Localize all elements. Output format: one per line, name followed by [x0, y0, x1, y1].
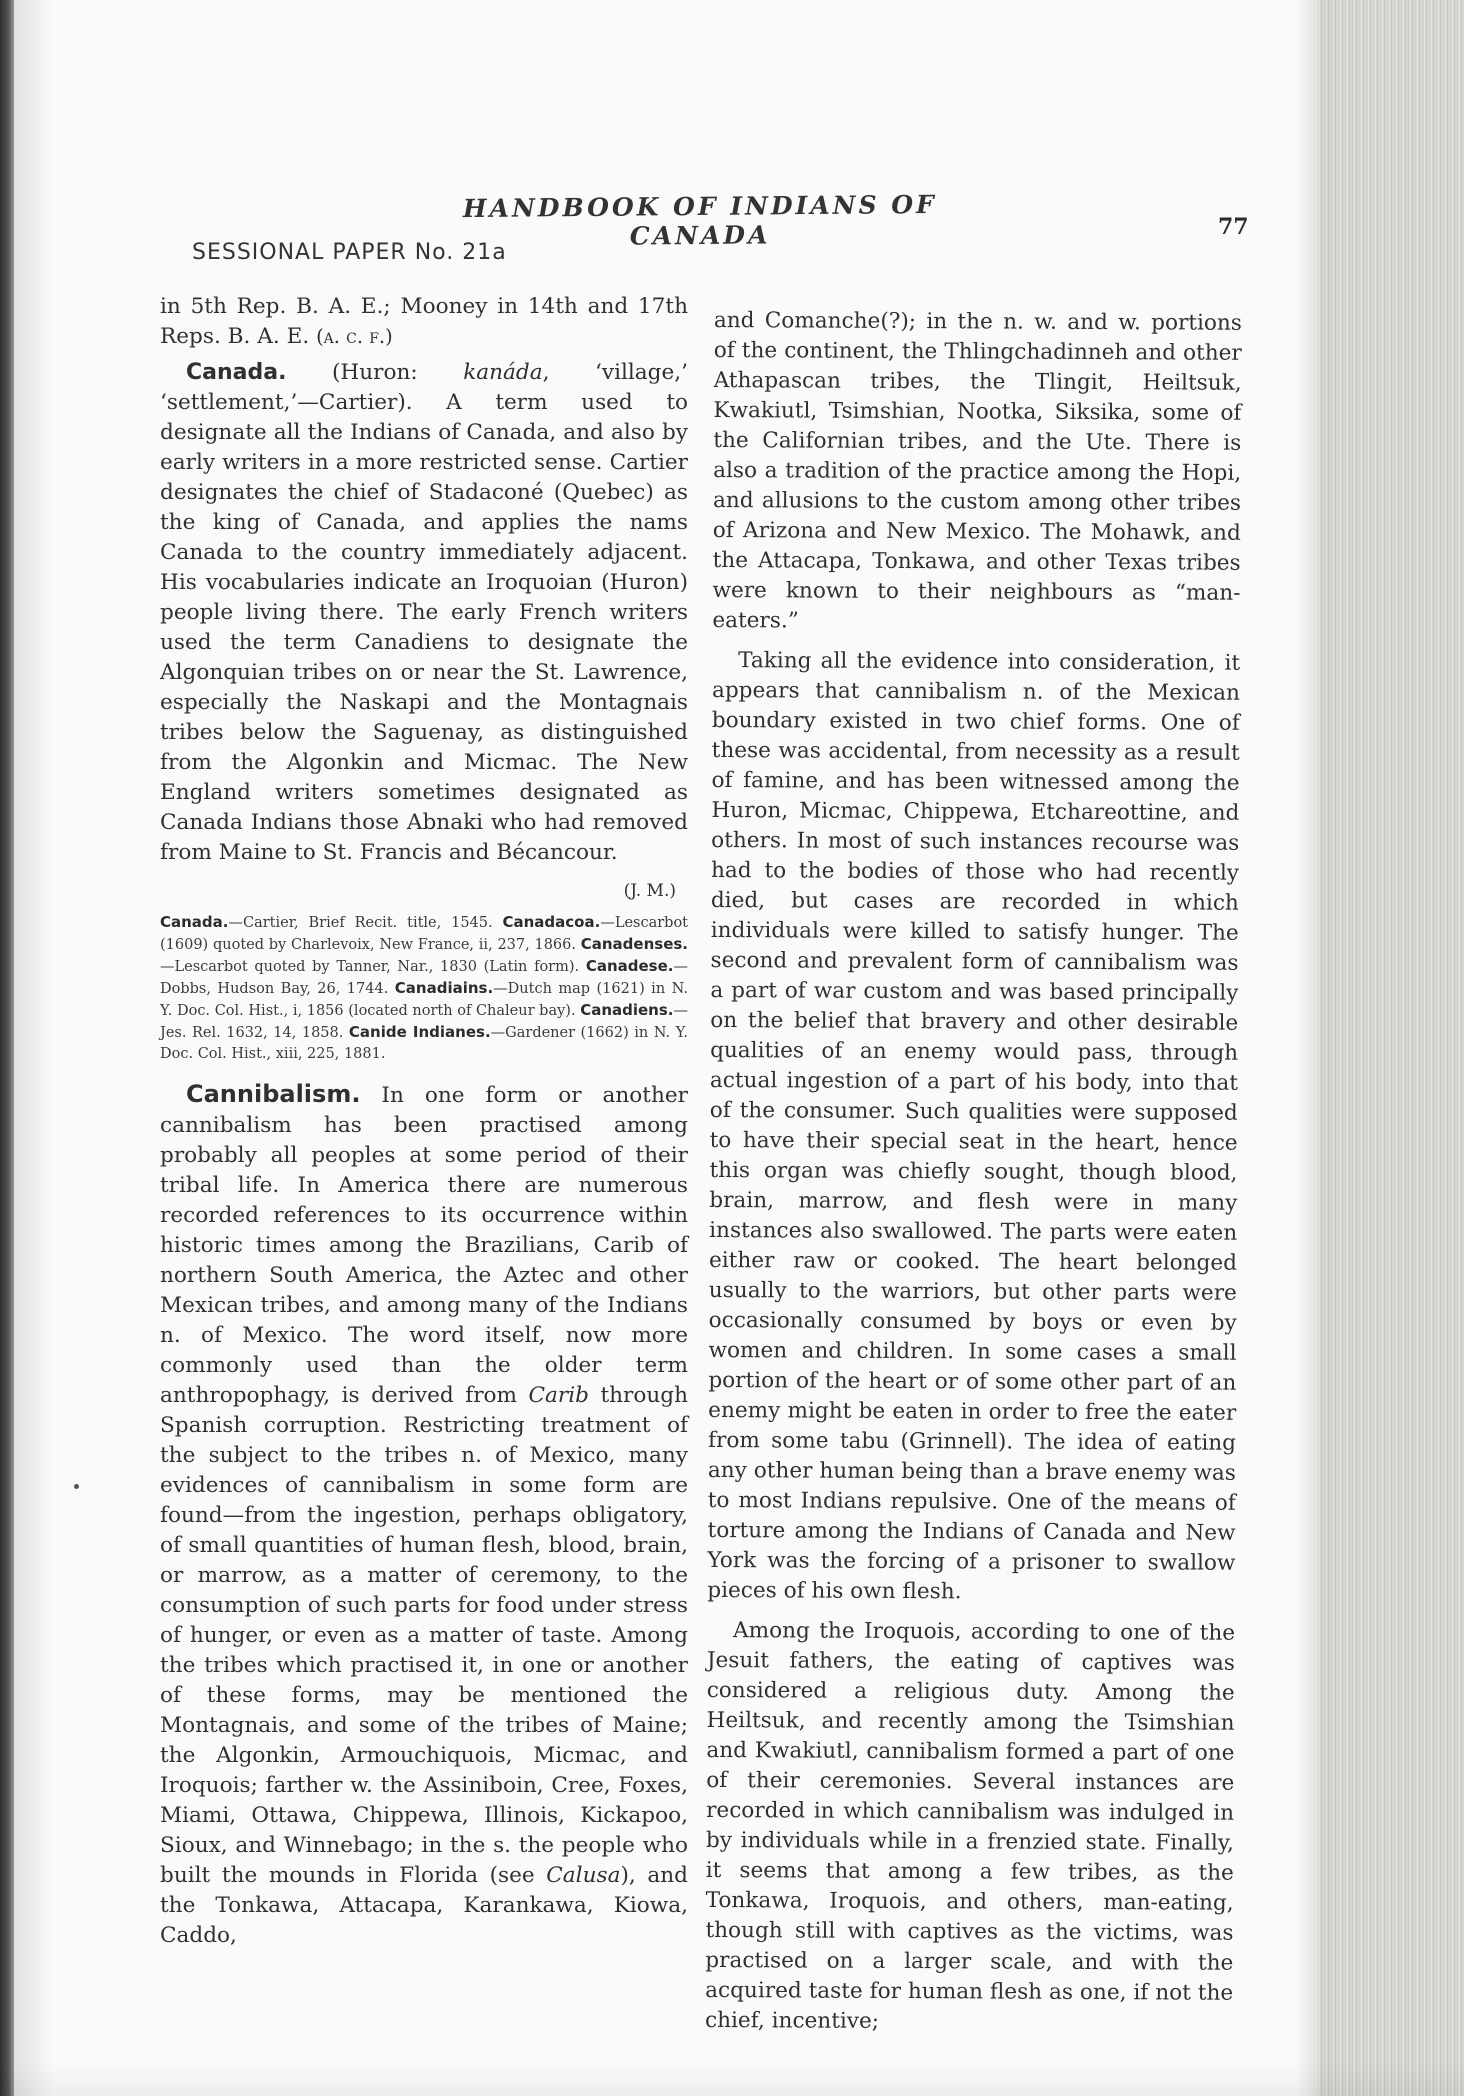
intro-paragraph — [160, 292, 688, 352]
cannibalism-text-end: ), and the Tonkawa, Attacapa, Karankawa, Kiowa, Caddo, — [160, 1863, 688, 1948]
canada-text: (Huron: — [286, 360, 464, 385]
canada-synonymy — [160, 912, 688, 1065]
synonym-term: Canadiains. — [394, 979, 494, 997]
synonym-source: —Lescarbot quoted by Tanner, Nar., 1830 (Latin form). — [160, 959, 586, 975]
cannibalism-text-cont: through Spanish corruption. Restricting treatment of the subject to the tribes n. of Mexico, many evidences of cannibalism in some form are found—from the ingestion, perhaps obligatory, of small quantities of human flesh, blood, brain, or marrow, as a matter of ceremony, to the consumption of such parts for food under stress of hunger, or even as a matter of taste. Among the tribes which practised it, in one or another of these forms, may be mentioned the Montagnais, and some of the tribes of Maine; the Algonkin, Armouchiquois, Micmac, and Iroquois; farther w. the Assiniboin, Cree, Foxes, Miami, Ottawa, Chippewa, Illinois, Kickapoo, Sioux, and Winnebago; in the s. the people who built the mounds in Florida (see — [160, 1383, 688, 1888]
cannibalism-text: In one form or another cannibalism has been practised among probably all peoples at some period of their tribal life. In America there are numerous recorded references to its occurrence within historic times among the Brazilians, Carib of northern South America, the Aztec and other Mexican tribes, and among many of the Indians n. of Mexico. The word itself, now more commonly used than the older term anthropophagy, is derived from — [160, 1083, 688, 1408]
synonym-source: —Cartier, Brief Recit. title, 1545. — [228, 915, 503, 931]
canada-huron-word: kanáda — [463, 360, 543, 385]
synonym-term: Canadese. — [585, 957, 674, 975]
intro-text: in 5th Rep. B. A. E.; Mooney in 14th and 17th Reps. B. A. E. — [160, 294, 688, 349]
synonym-source: —Jes. Rel. 1632, 14, 1858. — [160, 1003, 688, 1041]
canada-entry — [160, 358, 688, 868]
sessional-paper-label: SESSIONAL PAPER No. 21a — [192, 240, 507, 265]
synonym-term: Canide Indianes. — [348, 1023, 491, 1041]
synonym-term: Canadenses. — [580, 935, 688, 953]
left-column — [160, 292, 688, 1951]
book-page-edges — [1318, 0, 1464, 2096]
synonym-source: —Lescarbot (1609) quoted by Charlevoix, New France, ii, 237, 1866. — [160, 915, 688, 953]
right-paragraph-1: and Comanche(?); in the n. w. and w. portions of the continent, the Thlingchadinneh and other Athapascan tribes, the Tlingit, Heiltsuk, Kwakiutl, Tsimshian, Nootka, Siksika, some of the Californian tribes, and the Ute. There is also a tradition of the practice among the Hopi, and allusions to the custom among other tribes of Arizona and New Mexico. The Mohawk, and the Attacapa, Tonkawa, and other Texas tribes were known to their neighbours as “man-eaters.” — [712, 307, 1242, 634]
right-paragraph-2: Taking all the evidence into consideration, it appears that cannibalism n. of the Mexican boundary existed in two chief forms. One of these was accidental, from necessity as a result of famine, and has been witnessed among the Huron, Micmac, Chippewa, Etchareottine, and others. In most of such instances recourse was had to the bodies of those who had recently died, but cases are recorded in which individuals were killed to satisfy hunger. The second and prevalent form of cannibalism was a part of war custom and was based principally on the belief that bravery and other desirable qualities of an enemy would pass, through actual ingestion of a part of his body, into that of the consumer. Such qualities were supposed to have their special seat in the heart, hence this organ was chiefly sought, though blood, brain, marrow, and flesh were in many instances also swallowed. The parts were eaten either raw or cooked. The heart belonged usually to the warriors, but other parts were occasionally consumed by boys or even by women and children. In some cases a small portion of the heart or of some other part of an enemy might be eaten in order to free the eater from some tabu (Grinnell). The idea of eating any other human being than a brave enemy was to most Indians repulsive. One of the means of torture among the Indians of Canada and New York was the forcing of a prisoner to swallow pieces of his own flesh. — [707, 648, 1241, 1605]
page-bottom-shade — [0, 2062, 1464, 2096]
gutter-gradient — [14, 0, 54, 2096]
canada-author: (J. M.) — [623, 881, 676, 901]
cannibalism-entry — [160, 1079, 688, 1951]
margin-dot — [74, 1484, 79, 1489]
book-gutter-shadow — [0, 0, 14, 2096]
canada-heading: Canada. — [186, 360, 287, 385]
intro-signature: (a. c. f.) — [316, 325, 393, 348]
right-column — [705, 306, 1242, 2039]
carib-word: Carib — [528, 1383, 589, 1408]
synonym-source: —Dutch map (1621) in N. Y. Doc. Col. Hist., i, 1856 (located north of Chaleur bay). — [160, 981, 688, 1019]
synonym-term: Canadiens. — [580, 1001, 674, 1019]
calusa-reference: Calusa — [546, 1863, 621, 1888]
canada-text-body: , ‘village,’ ‘settlement,’—Cartier). A term used to designate all the Indians of Canada, and also by early writers in a more restricted sense. Cartier designates the chief of Stadaconé (Quebec) as the king of Canada, and applies the nams Canada to the country immediately adjacent. His vocabularies indicate an Iroquoian (Huron) people living there. The early French writers used the term Canadiens to designate the Algonquian tribes on or near the St. Lawrence, especially the Naskapi and the Montagnais tribes below the Saguenay, as distinguished from the Algonkin and Micmac. The New England writers sometimes designated as Canada Indians those Abnaki who had removed from Maine to St. Francis and Bécancour. — [160, 360, 689, 865]
cannibalism-heading: Cannibalism. — [186, 1080, 361, 1108]
right-paragraph-3: Among the Iroquois, according to one of the Jesuit fathers, the eating of captives was considered a religious duty. Among the Heiltsuk, and recently among the Tsimshian and Kwakiutl, cannibalism formed a part of one of their ceremonies. Several instances are recorded in which cannibalism was indulged in by individuals while in a frenzied state. Finally, it seems that among a few tribes, as the Tonkawa, Iroquois, and others, man-eating, though still with captives as the victims, was practised on a larger scale, and with the acquired taste for human flesh as one, if not the chief, incentive; — [704, 1618, 1236, 2034]
page-number: 77 — [1218, 214, 1249, 240]
running-head: HANDBOOK OF INDIANS OF CANADA — [462, 189, 937, 251]
synonym-term: Canada. — [160, 913, 229, 931]
synonym-term: Canadacoa. — [502, 913, 601, 931]
synonym-source: —Dobbs, Hudson Bay, 26, 1744. — [160, 959, 688, 997]
synonym-source: —Gardener (1662) in N. Y. Doc. Col. Hist., xiii, 225, 1881. — [160, 1025, 689, 1062]
